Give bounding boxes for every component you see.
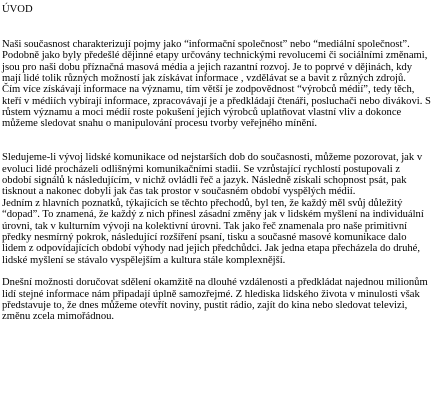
paragraph-4: Jedním z hlavních poznatků, týkajících se těchto přechodů, byl ten, že každý měl svůj důležitý “dopad”. To znamená, že každý z nich přinesl zásadní změny jak v lidském myšlení na individuální úrovni, tak v kulturním vývoji na kolektivní úrovni. Tak jako řeč znamenala pro naše primitivní předky nesmírný pokrok, následující rozšíření psaní, tisku a současné masové komunikace dalo lidem z odpovídajících období výhody nad jejich předchůdci. Jak jedna etapa přecházela do druhé, lidské myšlení se stávalo vyspělejším a kultura stále komplexnější. bbox=[2, 197, 424, 266]
paragraph-2: Čím více získávají informace na významu, tím větší je zodpovědnost “výrobců médií”, tedy těch, kteří v médiích vybírají informace, zpracovávají je a předkládají čtenáři, posluchači nebo divákovi. S růstem významu a moci médií roste pokušení jejich výrobců uplatňovat vlastní vliv a dokonce můžeme sledovat snahu o manipulování procesu tvorby veřejného mínění. bbox=[2, 84, 431, 130]
document-body bbox=[2, 4, 432, 323]
paragraph-spacer bbox=[2, 130, 432, 141]
document-heading: ÚVOD bbox=[2, 4, 33, 15]
paragraph-3: Sledujeme-li vývoj lidské komunikace od nejstarších dob do současnosti, můžeme pozorovat, jak v evoluci lidé procházeli odlišnými komunikačními stadii. Se vzrůstající rychlostí postupovali z období signálů k následujícím, v nichž ovládli řeč a jazyk. Následně získali schopnost psát, pak tisknout a nakonec dobyli jak čas tak prostor v současném období vyspělých médií. bbox=[2, 152, 423, 198]
paragraph-spacer bbox=[2, 141, 432, 152]
paragraph-1: Naši současnost charakterizují pojmy jako “informační společnost” nebo “mediální společnost”. Podobně jako byly předešlé dějinné etapy určovány technickými revolucemi či sociálními změnami, jsou pro naši dobu příznačná masová média a jejich razantní rozvoj. Je to poprvé v dějinách, kdy mají lidé tolik různých možností jak získávat informace , vzdělávat se a bavit z různých zdrojů. bbox=[2, 39, 428, 85]
paragraph-spacer bbox=[2, 266, 432, 277]
paragraph-5: Dnešní možnosti doručovat sdělení okamžitě na dlouhé vzdálenosti a předkládat najednou milionům lidí stejné informace nám připadají úplně samozřejmé. Z hlediska lidského života v minulosti však představuje to, že dnes můžeme otevřít noviny, pustit rádio, zajít do kina nebo sledovat televizi, změnu zcela mimořádnou. bbox=[2, 277, 428, 323]
